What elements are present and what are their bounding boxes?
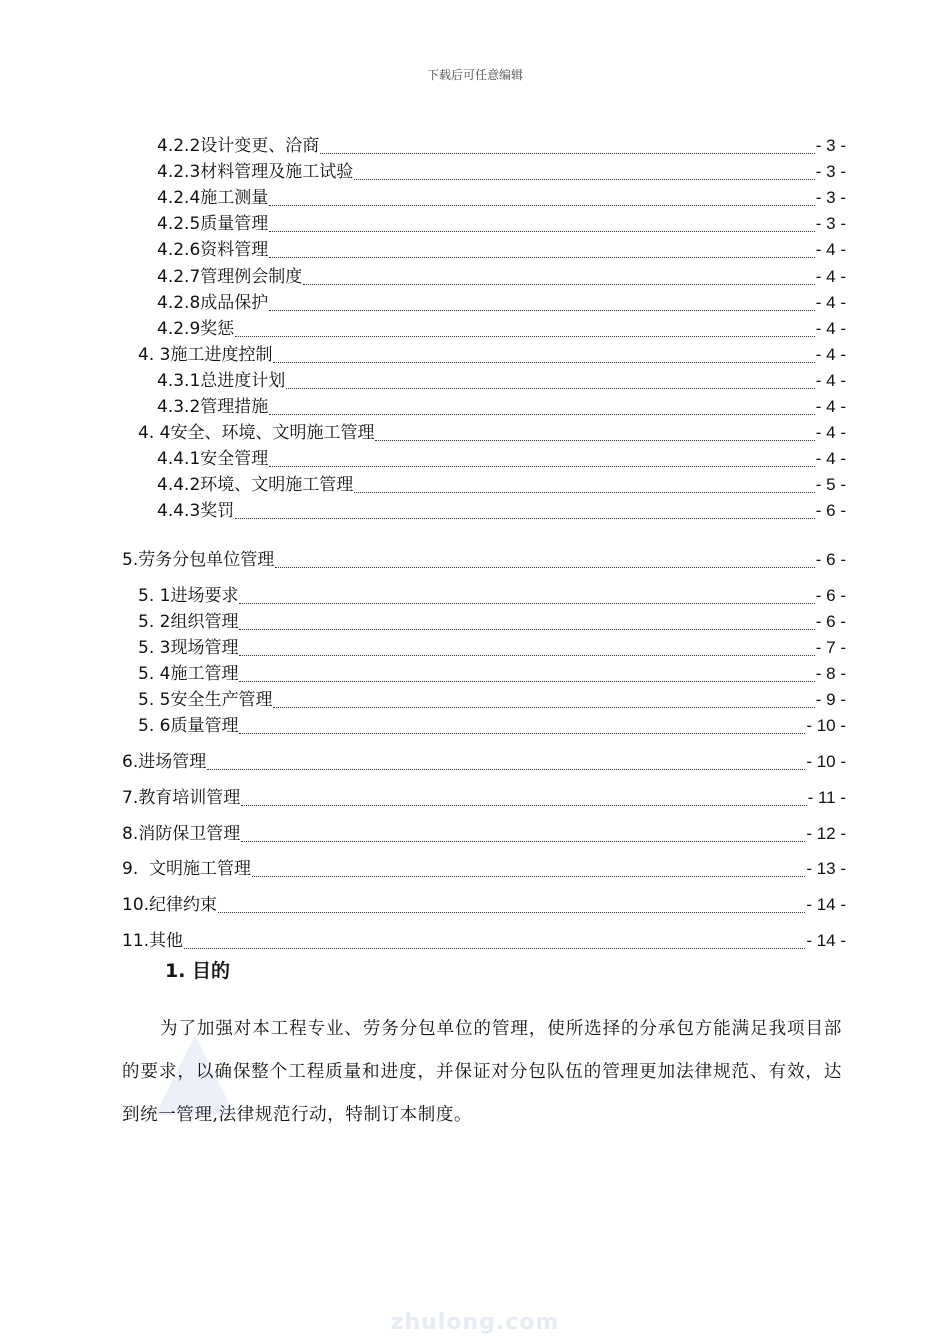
toc-entry-page: - 12 - [806,824,846,843]
toc-entry[interactable] [122,895,846,915]
toc-entry-page: - 7 - [815,638,846,657]
toc-entry-title: 管理措施 [200,397,269,417]
toc-entry-number: 4.4.1 [157,449,201,469]
toc-entry-title: 施工测量 [200,188,269,208]
toc-entry-title: 文明施工管理 [138,859,252,879]
toc-entry-page: - 14 - [806,931,846,950]
toc-entry-page: - 4 - [815,449,846,468]
toc-entry-number: 4.4.3 [157,501,201,521]
toc-entry-number: 4.4.2 [157,475,201,495]
toc-leader-dots [320,139,815,154]
toc-entry[interactable] [138,638,846,658]
toc-entry-title: 总进度计划 [200,371,286,391]
toc-entry-number: 10. [122,895,150,915]
toc-entry-number: 5. 5 [138,690,171,710]
toc-entry-title: 资料管理 [200,240,269,260]
toc-entry-page: - 8 - [815,664,846,683]
toc-entry[interactable] [157,475,846,495]
toc-leader-dots [184,934,805,949]
toc-entry-title: 奖惩 [200,319,235,339]
watermark: zhulong.com [390,1310,560,1335]
toc-entry-title: 教育培训管理 [138,788,241,808]
toc-entry-number: 8. [122,824,139,844]
toc-entry-number: 4. 3 [138,345,171,365]
toc-entry-title: 组织管理 [170,612,239,632]
toc-entry[interactable] [138,664,846,684]
toc-entry-number: 4.2.4 [157,188,201,208]
toc-leader-dots [269,217,815,232]
toc-entry-page: - 3 - [815,188,846,207]
toc-leader-dots [273,348,814,363]
toc-entry[interactable] [157,397,846,417]
toc-entry-title: 环境、文明施工管理 [200,475,354,495]
toc-entry-title: 安全管理 [200,449,269,469]
toc-entry-number: 9. [122,859,139,879]
toc-entry-number: 4.2.2 [157,136,201,156]
toc-leader-dots [252,862,805,877]
toc-entry-page: - 6 - [815,550,846,569]
page-header: 下载后可任意编辑 [426,68,523,82]
toc-entry-title: 消防保卫管理 [138,824,241,844]
toc-entry-number: 4.2.8 [157,293,201,313]
toc-leader-dots [207,755,805,770]
toc-entry-page: - 10 - [806,752,846,771]
body-paragraph: 为了加强对本工程专业、劳务分包单位的管理，使所选择的分承包方能满足我项目部的要求，以确保整个工程质量和进度，并保证对分包队伍的管理更加法律规范、有效，达到统一管理,法律规范行动，特制订本制度。 [122,1019,842,1125]
toc-entry[interactable] [138,423,846,443]
toc-entry[interactable] [138,612,846,632]
toc-entry-title: 管理例会制度 [200,267,303,287]
toc-leader-dots [269,452,815,467]
toc-entry-title: 其他 [149,931,184,951]
toc-entry-page: - 3 - [815,162,846,181]
toc-leader-dots [286,374,815,389]
toc-entry-title: 进场管理 [138,752,207,772]
toc-entry-title: 施工进度控制 [170,345,273,365]
toc-entry-title: 安全生产管理 [170,690,273,710]
toc-entry-number: 5. 1 [138,586,171,606]
toc-entry-title: 纪律约束 [149,895,218,915]
toc-entry-number: 4.3.1 [157,371,201,391]
toc-leader-dots [303,270,815,285]
toc-entry-page: - 4 - [815,397,846,416]
toc-entry-page: - 6 - [815,501,846,520]
toc-leader-dots [241,791,806,806]
toc-entry-page: - 4 - [815,240,846,259]
toc-entry-title: 奖罚 [200,501,235,521]
toc-entry-page: - 4 - [815,293,846,312]
toc-leader-dots [239,667,814,682]
toc-entry-title: 安全、环境、文明施工管理 [170,423,375,443]
toc-entry-page: - 4 - [815,319,846,338]
toc-entry[interactable] [138,345,846,365]
toc-entry-page: - 3 - [815,214,846,233]
toc-entry-number: 5. [122,550,139,570]
toc-entry[interactable] [138,586,846,606]
watermark-logo-icon [150,1030,240,1120]
toc-leader-dots [275,553,815,568]
toc-entry[interactable] [157,136,846,156]
toc-leader-dots [239,641,814,656]
toc-entry-page: - 4 - [815,423,846,442]
toc-entry[interactable] [157,449,846,469]
toc-entry[interactable] [122,550,846,570]
toc-leader-dots [375,426,814,441]
toc-entry-number: 7. [122,788,139,808]
toc-entry-number: 11. [122,931,150,951]
toc-entry[interactable] [122,931,846,951]
toc-entry-title: 劳务分包单位管理 [138,550,275,570]
toc-entry-title: 现场管理 [170,638,239,658]
toc-entry-number: 4.3.2 [157,397,201,417]
toc-entry-page: - 14 - [806,895,846,914]
toc-entry-page: - 10 - [806,716,846,735]
toc-entry-title: 施工管理 [170,664,239,684]
toc-leader-dots [269,243,815,258]
toc-leader-dots [239,615,814,630]
toc-entry-title: 进场要求 [170,586,239,606]
toc-entry-number: 5. 2 [138,612,171,632]
toc-entry-page: - 4 - [815,345,846,364]
toc-entry[interactable] [138,716,846,736]
toc-entry-number: 4.2.6 [157,240,201,260]
toc-leader-dots [273,693,814,708]
toc-entry-page: - 3 - [815,136,846,155]
toc-leader-dots [235,322,815,337]
toc-entry-number: 6. [122,752,139,772]
toc-leader-dots [269,191,815,206]
toc-entry-page: - 6 - [815,586,846,605]
toc-entry-number: 5. 3 [138,638,171,658]
toc-entry-number: 4. 4 [138,423,171,443]
toc-entry-number: 4.2.3 [157,162,201,182]
toc-entry-page: - 13 - [806,859,846,878]
toc-entry[interactable] [157,214,846,234]
toc-leader-dots [218,898,805,913]
toc-entry[interactable] [157,240,846,260]
toc-entry-title: 质量管理 [200,214,269,234]
toc-leader-dots [354,165,815,180]
toc-entry-title: 材料管理及施工试验 [200,162,354,182]
toc-leader-dots [235,504,815,519]
toc-leader-dots [239,589,814,604]
toc-entry-number: 5. 4 [138,664,171,684]
toc-entry[interactable] [157,293,846,313]
toc-entry[interactable] [157,501,846,521]
toc-entry-page: - 5 - [815,475,846,494]
toc-entry[interactable] [157,162,846,182]
toc-leader-dots [239,719,805,734]
toc-entry-number: 5. 6 [138,716,171,736]
toc-entry-page: - 9 - [815,690,846,709]
toc-entry[interactable] [157,371,846,391]
toc-entry[interactable] [157,267,846,287]
toc-entry-number: 4.2.5 [157,214,201,234]
toc-leader-dots [269,296,815,311]
toc-entry[interactable] [122,788,846,808]
toc-entry-page: - 4 - [815,267,846,286]
toc-entry-page: - 11 - [807,788,846,807]
toc-entry[interactable] [122,824,846,844]
toc-entry-page: - 4 - [815,371,846,390]
toc-entry[interactable] [122,752,846,772]
toc-leader-dots [241,827,805,842]
toc-entry[interactable] [157,188,846,208]
toc-entry-page: - 6 - [815,612,846,631]
toc-leader-dots [269,400,815,415]
toc-entry-number: 4.2.7 [157,267,201,287]
toc-entry-number: 4.2.9 [157,319,201,339]
toc-entry-title: 成品保护 [200,293,269,313]
toc-entry[interactable] [122,859,846,879]
section-heading: 1. 目的 [165,960,231,982]
toc-entry-title: 质量管理 [170,716,239,736]
toc-entry[interactable] [138,690,846,710]
toc-entry-title: 设计变更、洽商 [200,136,320,156]
toc-entry[interactable] [157,319,846,339]
toc-leader-dots [354,478,815,493]
